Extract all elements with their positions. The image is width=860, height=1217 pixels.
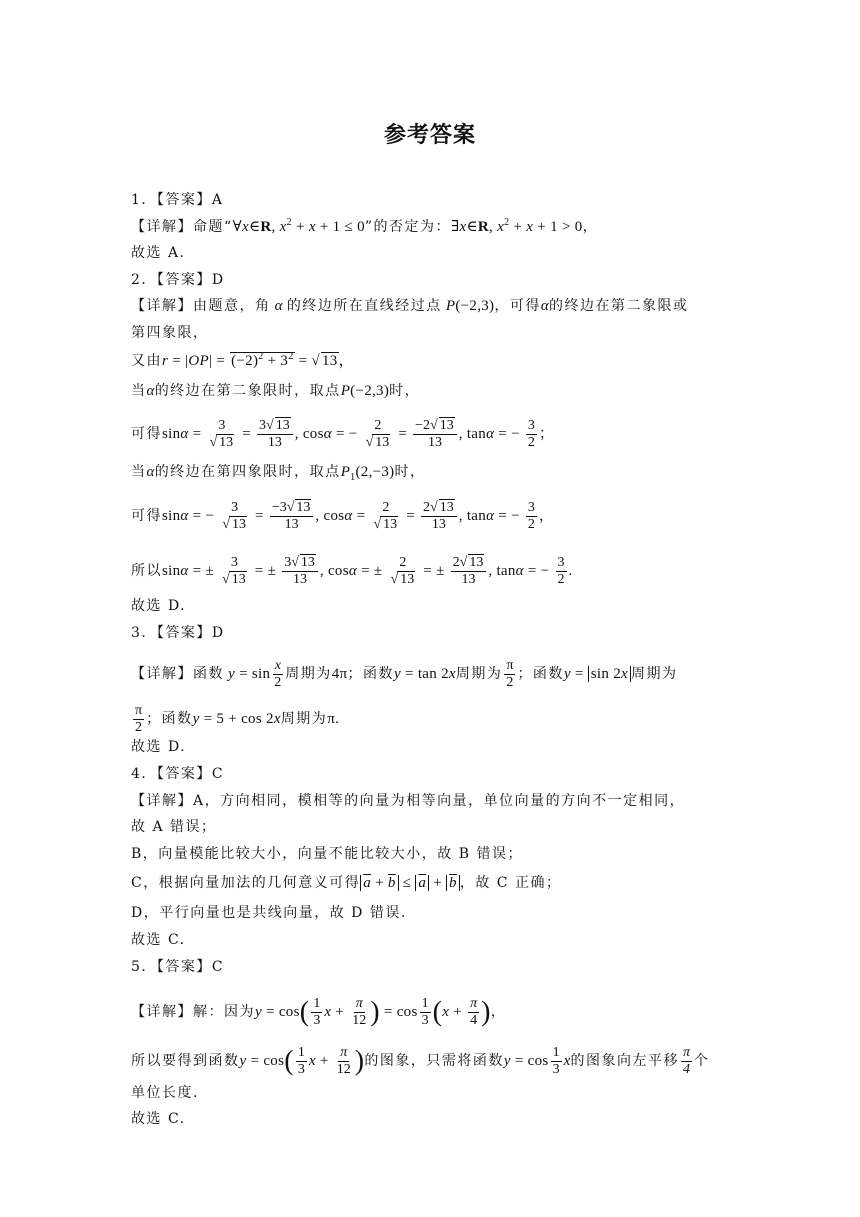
q3-detail-line	[131, 658, 732, 691]
q3-text: 函数	[193, 665, 224, 682]
q2-text: 的终边在第四象限时，取点	[154, 464, 341, 480]
q3-text: ；函数	[347, 665, 394, 682]
q1-answer-line	[131, 190, 732, 210]
q2-answer: D	[211, 272, 225, 288]
q2-choice-line: 故选 D.	[131, 598, 187, 614]
q1-choice-line: 故选 A.	[131, 245, 186, 261]
q1-text: ”的否定为：	[364, 219, 452, 235]
q4-text-line: D，平行向量也是共线向量，故 D 错误.	[131, 905, 407, 921]
q4-choice-line: 故选 C.	[131, 932, 186, 948]
math-expr: sinα = − $\frac{3}{√ 13}$ = $\frac{-3√ 13}{13}$ , cosα = $\frac{2}{√ 13}$ = $\frac{2√ 13}{13}$ , tanα = − $\frac{3}{2}$ ，	[162, 500, 555, 532]
q1-number: 1．	[131, 192, 157, 208]
q4-answer-line	[131, 764, 732, 784]
math-expr: α	[540, 298, 550, 314]
q2-text: 所以	[131, 562, 162, 579]
math-expr: α	[274, 298, 283, 314]
q2-formula-line	[131, 555, 732, 588]
detail-label: 【详解】	[131, 219, 193, 235]
answer-label: 【答案】	[156, 959, 212, 975]
detail-label: 【详解】	[131, 665, 193, 682]
q2-text: 的终边在第二象限或	[549, 298, 689, 314]
q5-text: 解：因为	[193, 1003, 255, 1020]
answer-label: 【答案】	[156, 625, 212, 641]
q4-text: ，故 C 正确；	[459, 875, 562, 891]
q4-text: A，方向相同，模相等的向量为相等向量，单位向量的方向不一定相同，	[193, 793, 686, 809]
q3-answer-line	[131, 623, 732, 643]
math-expr: y = cos( $\frac{1}{3}$ x + $\frac{\pi}{12}$ ) = cos $\frac{1}{3}$ (x + $\frac{\pi}{4}$ )	[255, 996, 491, 1028]
q2-text-line	[131, 462, 732, 482]
q1-text: 命题“	[193, 219, 233, 235]
q5-text: 的图象向左平移	[570, 1052, 680, 1069]
q4-text: C，根据向量加法的几何意义可得	[131, 875, 361, 891]
answer-label: 【答案】	[156, 272, 212, 288]
q5-text-line	[131, 1045, 732, 1078]
q3-text: 周期为	[631, 665, 678, 682]
q2-text: 可得	[131, 425, 162, 442]
q2-text: ，可得	[494, 298, 541, 314]
q2-text: 又由	[131, 353, 162, 369]
math-expr: $r = |OP| = (-2)^2 + 3^2$ = √ 13，	[162, 351, 354, 369]
math-expr: sinα = ± $\frac{3}{√ 13}$ = ± $\frac{3√ 13}{13}$ , cosα = ± $\frac{2}{√ 13}$ = ± $\frac{2√ 13}{13}$ , tanα = − $\frac{3}{2}$ .	[162, 555, 573, 587]
math-expr: $P_1(2,-3)$	[340, 464, 395, 483]
q5-text: 个	[694, 1052, 710, 1069]
q2-text: 时，	[394, 464, 426, 480]
math-expr: α	[146, 464, 155, 480]
q3-text: 周期为	[285, 665, 332, 682]
q2-text: 由题意，角	[193, 298, 271, 314]
q4-text-line: B，向量模能比较大小，向量不能比较大小，故 B 错误；	[131, 846, 523, 862]
math-expr: y = cos( $\frac{1}{3}$ x + $\frac{\pi}{12}$ )	[239, 1045, 365, 1077]
q3-choice-line: 故选 D.	[131, 739, 187, 755]
q5-choice-line: 故选 C.	[131, 1111, 186, 1127]
q3-answer: D	[211, 625, 225, 641]
q5-detail-line	[131, 996, 732, 1029]
math-expr: α	[146, 383, 155, 399]
q4-text-line	[131, 873, 732, 893]
answer-label: 【答案】	[156, 766, 212, 782]
q2-text: 可得	[131, 507, 162, 524]
q2-r-line	[131, 351, 732, 371]
q5-text-line: 单位长度.	[131, 1085, 199, 1101]
q2-text: 的终边在第二象限时，取点	[154, 383, 341, 399]
q2-formula-line	[131, 418, 732, 451]
math-expr: y = tan 2x	[393, 665, 456, 682]
math-expr: $\frac{\pi}{2}$	[506, 658, 514, 690]
q4-detail-line	[131, 791, 732, 811]
q3-text: 周期为	[455, 665, 503, 682]
math-expr: y = 5 + cos 2x	[192, 710, 281, 727]
math-expr: ∀x∈R, $x^2 + x + 1 \le 0$	[232, 217, 365, 235]
math-expr: $\overline{a} + \overline{b} \le \overline{a} + \overline{b}$	[360, 875, 460, 891]
math-expr: P(−2,3)	[445, 298, 495, 314]
q1-text: ，	[582, 219, 599, 235]
math-expr: 4π	[331, 665, 348, 682]
math-expr: y = cos $\frac{1}{3}$ x	[503, 1045, 571, 1077]
q1-answer: A	[211, 192, 224, 208]
q2-answer-line	[131, 270, 732, 290]
q2-text-line	[131, 381, 732, 401]
q4-number: 4．	[131, 766, 157, 782]
answer-label: 【答案】	[156, 192, 212, 208]
q3-text: ；函数	[146, 710, 193, 727]
math-expr: π.	[327, 710, 340, 727]
q2-text: 的终边所在直线经过点	[286, 298, 442, 314]
page-title: 参考答案	[383, 123, 476, 148]
q2-formula-line	[131, 500, 732, 533]
q2-text: 当	[131, 383, 147, 399]
q1-detail-line	[131, 217, 732, 237]
q4-answer: C	[211, 766, 225, 782]
math-expr: $\frac{\pi}{2}$	[135, 703, 143, 735]
q3-text: 周期为	[280, 710, 328, 727]
detail-label: 【详解】	[131, 793, 193, 809]
math-expr: sinα = $\frac{3}{√ 13}$ = $\frac{3√ 13}{13}$ , cosα = − $\frac{2}{√ 13}$ = $\frac{-2√ 13}{13}$ , tanα = − $\frac{3}{2}$ ；	[162, 418, 555, 450]
q2-detail-line	[131, 296, 732, 316]
math-expr: P(−2,3)	[340, 383, 390, 399]
math-expr: ∃x∈R, $x^2 + x + 1 > 0$	[451, 217, 583, 235]
q5-answer: C	[211, 959, 225, 975]
q2-text: 时，	[389, 383, 421, 399]
q5-text: 所以要得到函数	[131, 1052, 240, 1069]
q2-number: 2．	[131, 272, 157, 288]
q2-text: 当	[131, 464, 147, 480]
q5-number: 5．	[131, 959, 157, 975]
q3-number: 3．	[131, 625, 157, 641]
q2-text-line: 第四象限，	[131, 325, 209, 341]
q3-text: ；函数	[517, 665, 564, 682]
math-expr: y = sin $\frac{x}{2}$	[228, 658, 282, 690]
detail-label: 【详解】	[131, 1003, 193, 1020]
q4-text-line: 故 A 错误；	[131, 819, 217, 835]
q3-detail-line	[131, 703, 732, 736]
q5-answer-line	[131, 957, 732, 977]
math-expr: $\frac{\pi}{4}$	[683, 1045, 691, 1077]
q5-text: ，	[490, 1003, 507, 1020]
q5-text: 的图象，只需将函数	[364, 1052, 504, 1069]
detail-label: 【详解】	[131, 298, 193, 314]
math-expr: y = sin 2x	[564, 666, 631, 682]
